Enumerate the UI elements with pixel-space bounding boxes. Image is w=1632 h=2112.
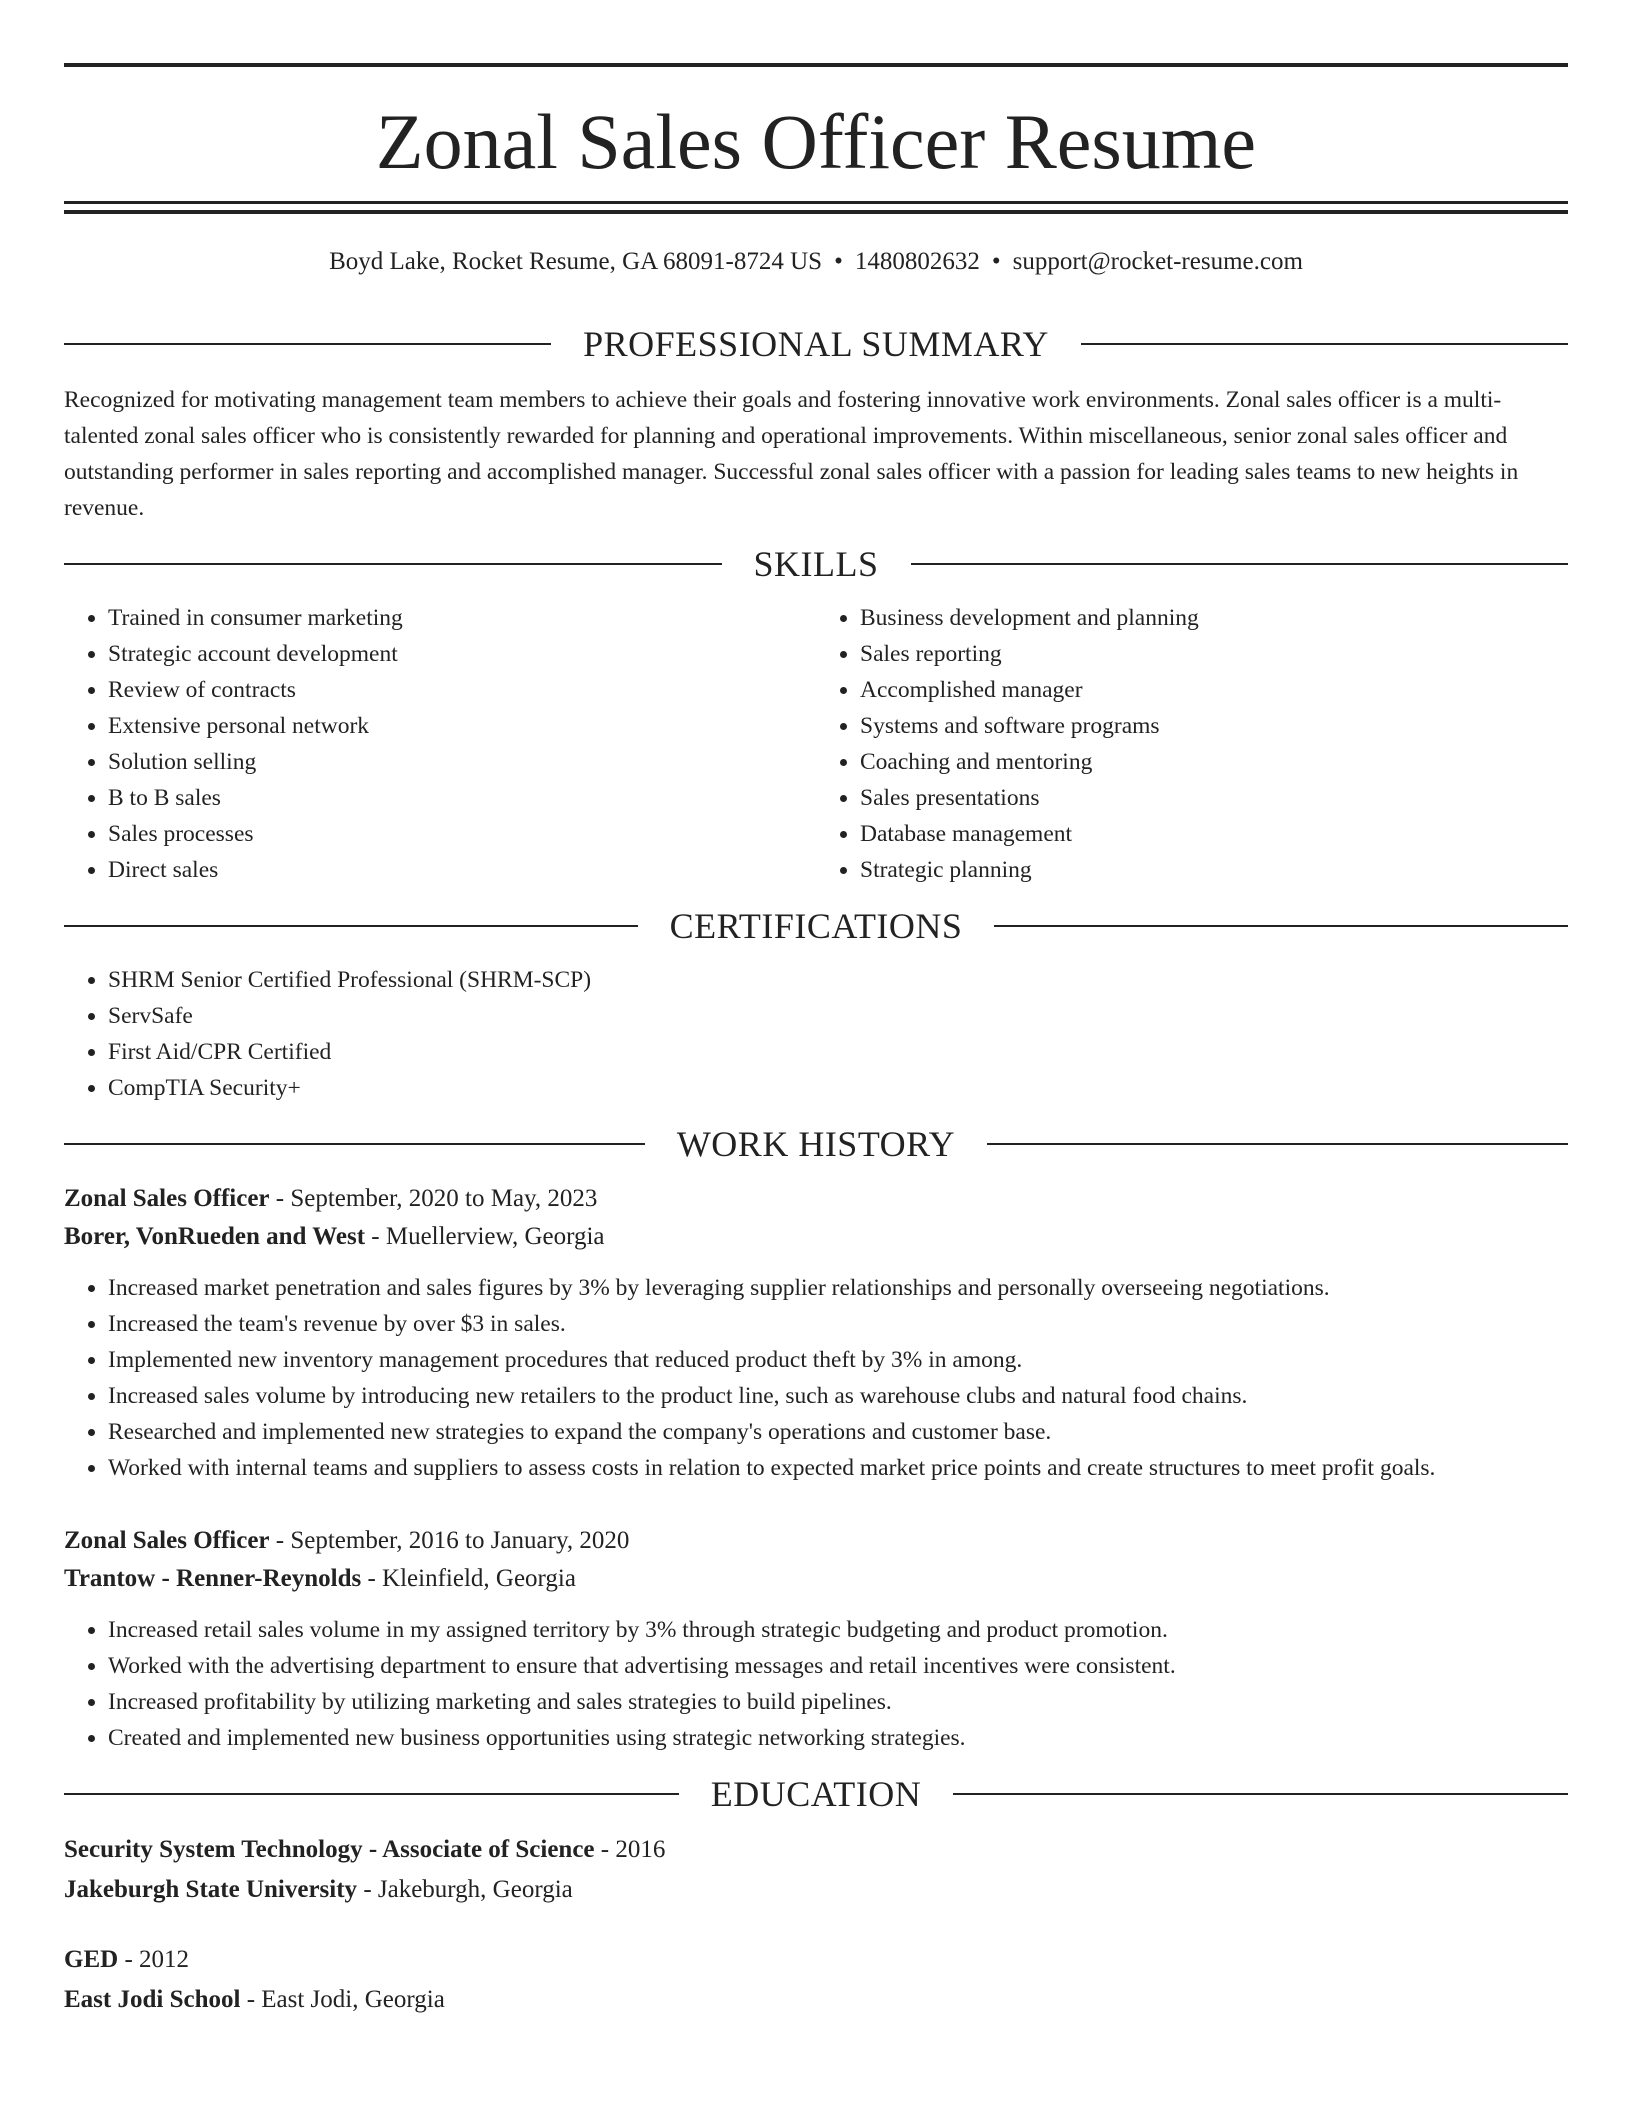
skill-item: • Coaching and mentoring — [860, 744, 1568, 780]
education-school-line — [64, 1870, 1568, 1910]
job-title: Zonal Sales Officer — [64, 1527, 270, 1554]
education-school: Jakeburgh State University — [64, 1876, 358, 1903]
skill-item: • Extensive personal network — [108, 708, 816, 744]
education-degree-line — [64, 1940, 1568, 1980]
summary-heading: PROFESSIONAL SUMMARY — [583, 324, 1049, 364]
contact-address: Boyd Lake, Rocket Resume, GA 68091-8724 US — [329, 248, 823, 275]
education-location: - Jakeburgh, Georgia — [357, 1876, 573, 1903]
summary-text: Recognized for motivating management team members to achieve their goals and fostering innovative work environments. Zonal sales officer is a multi-talented zonal sales officer who is consistently rewarded for planning and operational improvements. Within miscellaneous, senior zonal sales officer and outstanding performer in sales reporting and accomplished manager. Successful zonal sales officer with a passion for leading sales teams to new heights in revenue. — [64, 387, 1519, 521]
education-entry — [64, 1940, 1568, 2020]
job-dates: - September, 2020 to May, 2023 — [269, 1185, 598, 1212]
heading-rule — [994, 925, 1568, 927]
job-bullet: • Implemented new inventory management procedures that reduced product theft by 3% in among. — [108, 1342, 1568, 1378]
education-year: - 2016 — [594, 1836, 666, 1863]
skill-item: • Business development and planning — [860, 600, 1568, 636]
heading-rule — [64, 1143, 645, 1145]
job-entry — [64, 1522, 1568, 1756]
job-company-line — [64, 1218, 1568, 1256]
job-bullet: • Researched and implemented new strategies to expand the company's operations and customer base. — [108, 1414, 1568, 1450]
skill-item: • Sales presentations — [860, 780, 1568, 816]
job-bullet: • Increased the team's revenue by over $3 in sales. — [108, 1306, 1568, 1342]
section-heading-skills — [64, 540, 1568, 588]
skill-item: • Database management — [860, 816, 1568, 852]
job-entry — [64, 1180, 1568, 1486]
page-title: Zonal Sales Officer Resume — [375, 98, 1257, 185]
certification-item: • First Aid/CPR Certified — [108, 1034, 1568, 1070]
heading-rule — [911, 563, 1569, 565]
contact-separator: • — [991, 248, 1001, 275]
education-degree-line — [64, 1830, 1568, 1870]
job-dates: - September, 2016 to January, 2020 — [269, 1527, 630, 1554]
certifications-list — [64, 962, 1568, 1106]
job-location: - Muellerview, Georgia — [365, 1223, 605, 1250]
job-bullet: • Worked with internal teams and suppliers to assess costs in relation to expected market price points and create structures to meet profit goals. — [108, 1450, 1568, 1486]
job-company-line — [64, 1560, 1568, 1598]
job-bullet: • Increased market penetration and sales figures by 3% by leveraging supplier relationships and personally overseeing negotiations. — [108, 1270, 1568, 1306]
job-bullets — [64, 1612, 1568, 1756]
heading-rule — [953, 1793, 1568, 1795]
skill-item: • Trained in consumer marketing — [108, 600, 816, 636]
job-title-line — [64, 1180, 1568, 1218]
education-entry — [64, 1830, 1568, 1910]
resume-page — [64, 0, 1568, 2020]
skill-item: • Sales processes — [108, 816, 816, 852]
contact-email: support@rocket-resume.com — [1012, 248, 1303, 275]
certification-item: • SHRM Senior Certified Professional (SHRM-SCP) — [108, 962, 1568, 998]
heading-rule — [64, 925, 638, 927]
skill-item: • Strategic account development — [108, 636, 816, 672]
title-double-rule — [64, 201, 1568, 214]
skills-list-left — [64, 600, 816, 888]
skill-item: • Systems and software programs — [860, 708, 1568, 744]
heading-rule — [64, 563, 722, 565]
job-bullet: • Worked with the advertising department to ensure that advertising messages and retail incentives were consistent. — [108, 1648, 1568, 1684]
skill-item: • Strategic planning — [860, 852, 1568, 888]
skills-grid — [64, 600, 1568, 888]
education-degree: Security System Technology - Associate of Science — [64, 1836, 595, 1863]
section-heading-certifications — [64, 902, 1568, 950]
education-degree: GED — [64, 1946, 119, 1973]
section-heading-work — [64, 1120, 1568, 1168]
job-bullet: • Increased profitability by utilizing marketing and sales strategies to build pipelines. — [108, 1684, 1568, 1720]
contact-line — [64, 242, 1568, 282]
education-location: - East Jodi, Georgia — [240, 1986, 445, 2013]
contact-phone: 1480802632 — [854, 248, 980, 275]
contact-separator: • — [834, 248, 843, 275]
skills-list-right — [816, 600, 1568, 888]
job-location: - Kleinfield, Georgia — [361, 1565, 576, 1592]
education-heading: EDUCATION — [710, 1774, 922, 1814]
section-heading-education — [64, 1770, 1568, 1818]
job-title: Zonal Sales Officer — [64, 1185, 270, 1212]
education-school: East Jodi School — [64, 1986, 241, 2013]
certification-item: • CompTIA Security+ — [108, 1070, 1568, 1106]
skill-item: • Review of contracts — [108, 672, 816, 708]
education-school-line — [64, 1980, 1568, 2020]
skill-item: • B to B sales — [108, 780, 816, 816]
heading-rule — [64, 1793, 679, 1795]
work-heading: WORK HISTORY — [676, 1124, 956, 1164]
job-company: Borer, VonRueden and West — [64, 1223, 366, 1250]
skill-item: • Accomplished manager — [860, 672, 1568, 708]
heading-rule — [987, 1143, 1568, 1145]
certifications-heading: CERTIFICATIONS — [669, 906, 963, 946]
job-bullet: • Increased retail sales volume in my assigned territory by 3% through strategic budgeting and product promotion. — [108, 1612, 1568, 1648]
job-title-line — [64, 1522, 1568, 1560]
skills-heading: SKILLS — [753, 544, 879, 584]
job-bullet: • Increased sales volume by introducing new retailers to the product line, such as warehouse clubs and natural food chains. — [108, 1378, 1568, 1414]
job-bullets — [64, 1270, 1568, 1486]
heading-rule — [1081, 343, 1568, 345]
skill-item: • Direct sales — [108, 852, 816, 888]
certification-item: • ServSafe — [108, 998, 1568, 1034]
education-year: - 2012 — [118, 1946, 190, 1973]
job-company: Trantow - Renner-Reynolds — [64, 1565, 362, 1592]
skill-item: • Solution selling — [108, 744, 816, 780]
skill-item: • Sales reporting — [860, 636, 1568, 672]
job-bullet: • Created and implemented new business opportunities using strategic networking strategies. — [108, 1720, 1568, 1756]
heading-rule — [64, 343, 551, 345]
section-heading-summary — [64, 320, 1568, 368]
